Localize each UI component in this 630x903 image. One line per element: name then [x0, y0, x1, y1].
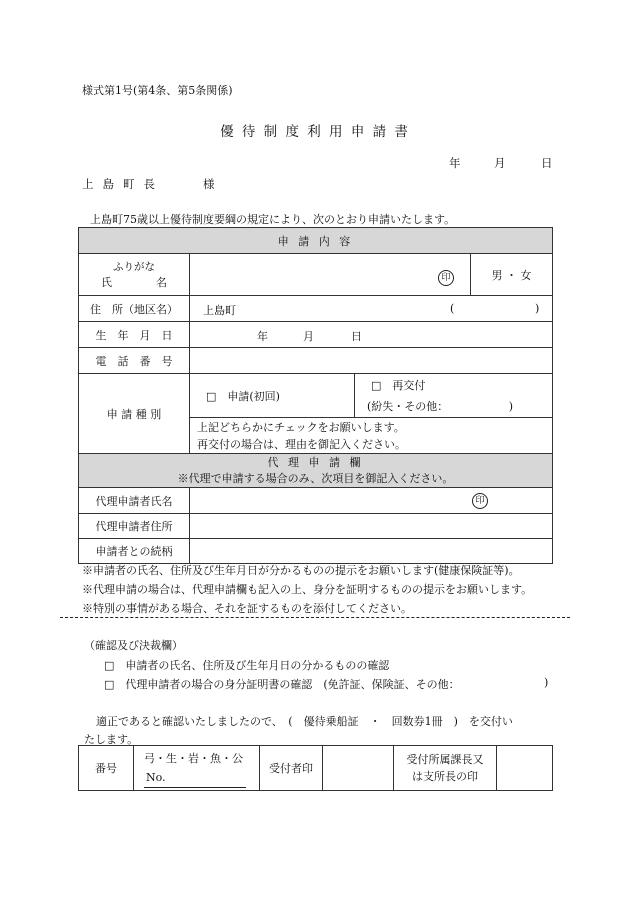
form-number: 様式第1号(第4条、第5条関係) — [82, 84, 233, 97]
proxy-name-field[interactable] — [190, 488, 553, 514]
chief-seal-label — [394, 746, 497, 791]
note-2: ※代理申請の場合は、代理申請欄も記入の上、身分を証明するものの提示をお願いします。 — [82, 583, 533, 596]
approval-table — [78, 745, 553, 791]
section-title: 申 請 内 容 — [79, 228, 553, 254]
phone-label: 電 話 番 号 — [79, 348, 190, 374]
confirmation-check-2-close: ) — [544, 676, 549, 689]
number-no-label: No. — [144, 768, 246, 788]
address-label: 住 所（地区名） — [79, 296, 190, 322]
type-note-2: 再交付の場合は、理由を御記入ください。 — [197, 437, 406, 451]
proxy-name-label: 代理申請者氏名 — [79, 488, 190, 514]
proxy-relation-field[interactable] — [190, 539, 553, 564]
date-year-label: 年 — [449, 156, 461, 170]
birth-month-label: 月 — [303, 330, 314, 343]
address-field[interactable] — [190, 296, 553, 322]
chief-seal-label-line-1: 受付所属課長又 — [406, 753, 484, 766]
name-field[interactable] — [190, 254, 471, 296]
furigana-label: ふりがな — [113, 261, 155, 273]
note-3: ※特別の事情がある場合、それを証するものを添付してください。 — [82, 602, 412, 615]
proxy-seal-mark-icon: 印 — [472, 493, 488, 509]
form-title: 優 待 制 度 利 用 申 請 書 — [220, 124, 410, 140]
proxy-address-label: 代理申請者住所 — [79, 514, 190, 539]
date-month-label: 月 — [494, 156, 506, 170]
honorific: 様 — [203, 177, 215, 191]
note-1: ※申請者の氏名、住所及び生年月日が分かるものの提示をお願いします(健康保険証等)。 — [82, 564, 520, 577]
proxy-section-header — [79, 454, 553, 488]
address-value: 上島町 — [203, 304, 236, 317]
island-number-cell[interactable] — [134, 746, 260, 791]
type-option-initial[interactable]: □ 申請(初回) — [190, 374, 355, 418]
name-label-cell — [79, 254, 190, 296]
number-label: 番号 — [79, 746, 134, 791]
phone-field[interactable] — [190, 348, 553, 374]
chief-seal-box[interactable] — [497, 746, 553, 791]
date-day-label: 日 — [541, 156, 553, 170]
confirmation-statement-2: たします。 — [84, 733, 139, 746]
reissue-reason[interactable]: (紛失・その他： ) — [367, 399, 514, 413]
chief-seal-label-line-2: は支所長の印 — [412, 770, 478, 783]
name-label: 氏 名 — [101, 276, 167, 289]
confirmation-heading: （確認及び決裁欄） — [84, 639, 183, 652]
proxy-relation-label: 申請者との続柄 — [79, 539, 190, 564]
proxy-subtitle: ※代理で申請する場合のみ、次項目を御記入ください。 — [177, 471, 454, 485]
confirmation-check-2[interactable]: □ 代理申請者の場合の身分証明書の確認 (免許証、保険証、その他： — [104, 678, 460, 691]
intro-text: 上島町75歳以上優待制度要綱の規定により、次のとおり申請いたします。 — [90, 213, 456, 226]
type-option-reissue[interactable]: □ 再交付 — [371, 378, 426, 392]
confirmation-check-1[interactable]: □ 申請者の氏名、住所及び生年月日の分かるものの確認 — [104, 659, 390, 672]
receiver-seal-label: 受付者印 — [260, 746, 323, 791]
birth-field[interactable] — [190, 322, 553, 348]
island-options: 弓・生・岩・魚・公 — [144, 751, 243, 765]
birth-day-label: 日 — [351, 330, 362, 343]
seal-mark-icon: 印 — [438, 270, 454, 286]
proxy-address-field[interactable] — [190, 514, 553, 539]
address-paren-open: ( — [450, 302, 455, 315]
application-table — [78, 227, 553, 564]
address-paren-close: ) — [535, 302, 540, 315]
type-note-1: 上記どちらかにチェックをお願いします。 — [197, 420, 405, 434]
confirmation-statement-1: 適正であると確認いたしましたので、 ( 優待乗船証 ・ 回数券1冊 ) を交付い — [96, 715, 513, 728]
birth-label: 生 年 月 日 — [79, 322, 190, 348]
cut-line-divider — [60, 617, 570, 618]
addressee: 上島町長 — [82, 177, 164, 191]
receiver-seal-box[interactable] — [323, 746, 394, 791]
notes — [82, 561, 532, 618]
proxy-title: 代 理 申 請 欄 — [267, 455, 364, 469]
type-label: 申 請 種 別 — [79, 374, 190, 454]
gender-selector[interactable]: 男 ・ 女 — [471, 254, 553, 296]
type-option-reissue-cell[interactable] — [355, 374, 553, 418]
type-note — [190, 418, 553, 454]
birth-year-label: 年 — [257, 330, 268, 343]
